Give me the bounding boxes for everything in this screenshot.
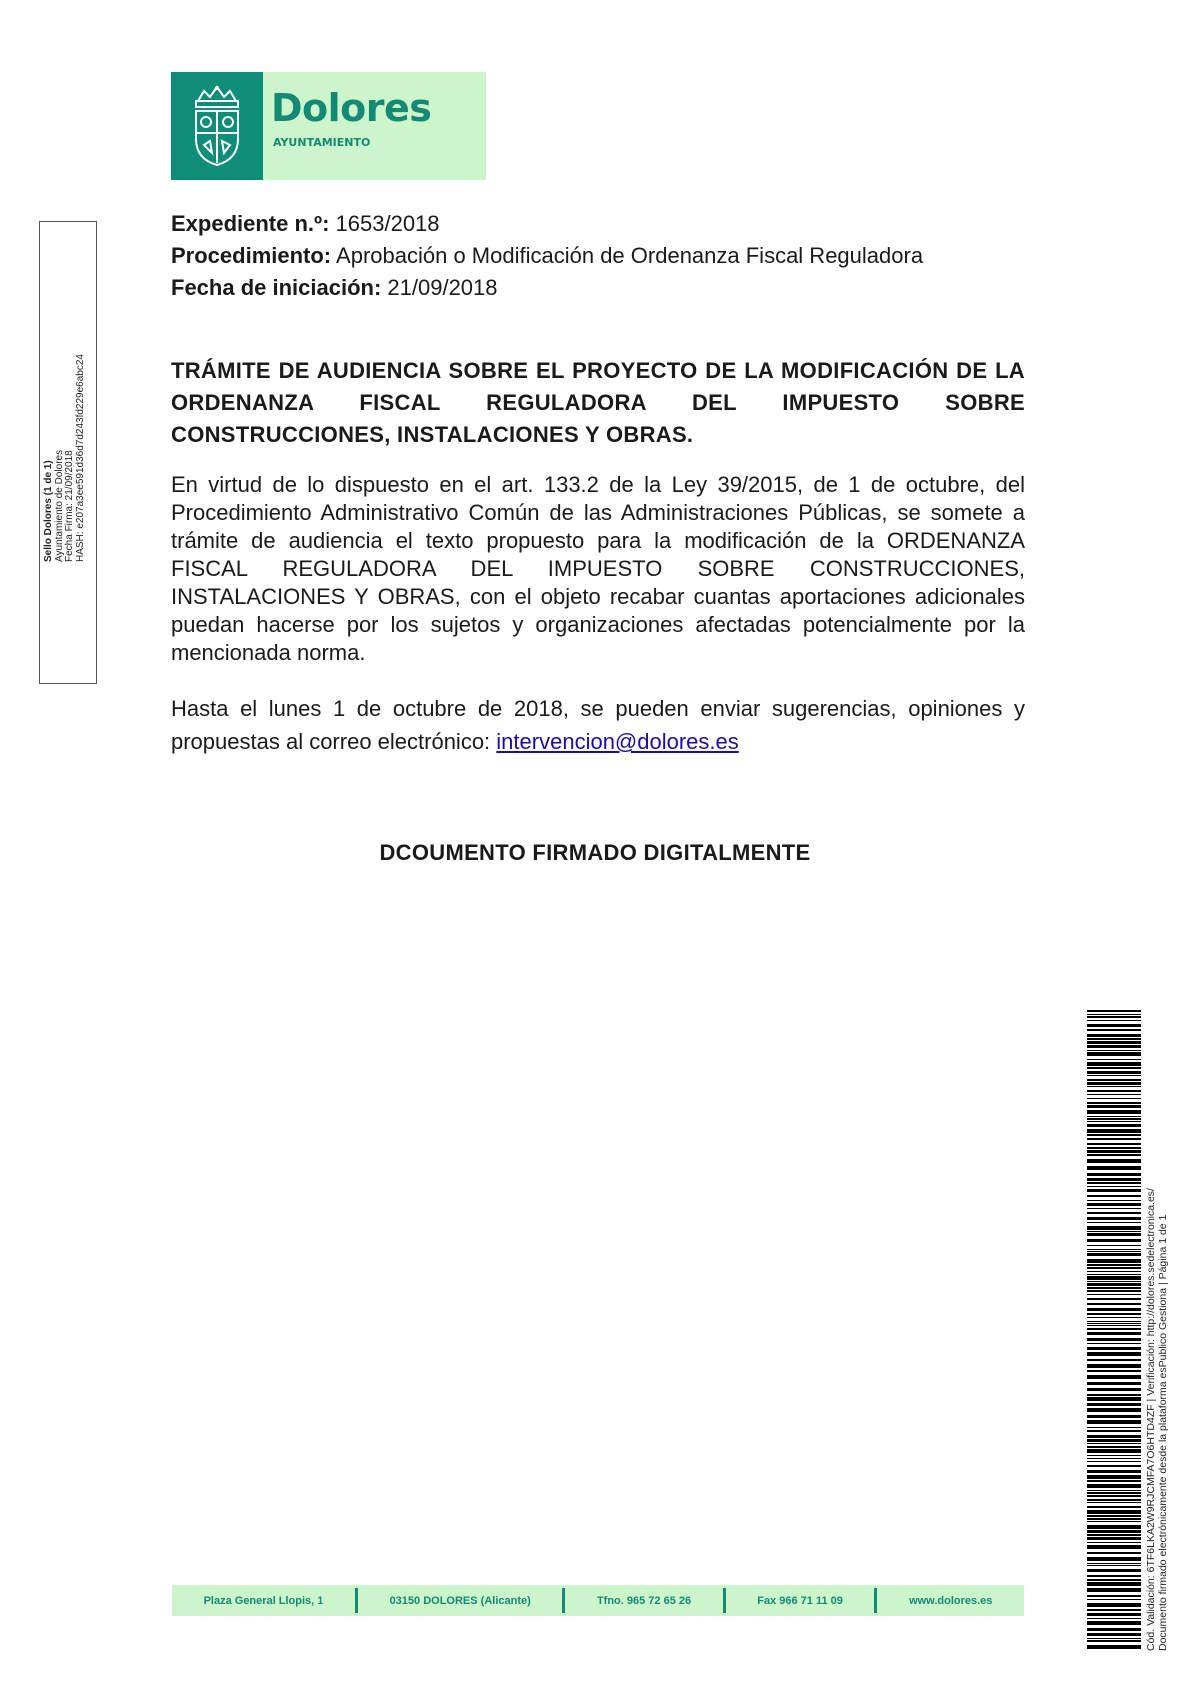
barcode-bar xyxy=(1087,1465,1141,1467)
coat-of-arms-icon xyxy=(171,72,263,180)
footer-address: Plaza General Llopis, 1 xyxy=(203,1594,324,1607)
barcode-bar xyxy=(1087,1200,1141,1201)
stamp-line-1: Ayuntamiento de Dolores xyxy=(53,449,65,562)
barcode-bar xyxy=(1087,1628,1141,1631)
barcode-bar xyxy=(1087,1290,1141,1292)
barcode-bar xyxy=(1087,1253,1141,1256)
expediente-value: 1653/2018 xyxy=(335,211,440,236)
barcode-bar xyxy=(1087,1212,1141,1214)
barcode-bar xyxy=(1087,1525,1141,1529)
validation-line-2: Documento firmado electrónicamente desde la plataforma esPublico Gestiona | Página 1 de 1 xyxy=(1157,1214,1169,1651)
barcode-bar xyxy=(1087,1338,1141,1341)
barcode-bar xyxy=(1087,1086,1141,1087)
barcode-bar xyxy=(1087,1105,1141,1108)
expediente-row xyxy=(171,208,923,240)
barcode-bar xyxy=(1087,1495,1141,1497)
barcode-bar xyxy=(1087,1613,1141,1616)
barcode-bar xyxy=(1087,1609,1141,1611)
barcode-bar xyxy=(1087,1633,1141,1636)
barcode-bar xyxy=(1087,1182,1141,1184)
barcode-bar xyxy=(1087,1067,1141,1069)
expediente-label: Expediente n.º: xyxy=(171,211,330,236)
barcode-bar xyxy=(1087,1328,1141,1330)
barcode-bar xyxy=(1087,1317,1141,1318)
procedimiento-value: Aprobación o Modificación de Ordenanza Fiscal Reguladora xyxy=(336,243,924,268)
barcode-bar xyxy=(1087,1102,1141,1104)
paragraph-2-text: Hasta el lunes 1 de octubre de 2018, se pueden enviar sugerencias, opiniones y propuestas al correo electrónico: xyxy=(171,696,1025,754)
barcode-bar xyxy=(1087,1098,1141,1099)
barcode-bar xyxy=(1087,1542,1141,1543)
barcode-bar xyxy=(1087,1557,1141,1561)
footer-bar xyxy=(172,1585,1024,1616)
barcode-bar xyxy=(1087,1038,1141,1040)
logo-name: Dolores xyxy=(271,86,432,130)
barcode-bar xyxy=(1087,1233,1141,1236)
paragraph-2 xyxy=(171,692,1025,758)
barcode-bar xyxy=(1087,1203,1141,1206)
barcode-bar xyxy=(1087,1010,1141,1012)
barcode-bar xyxy=(1087,1239,1141,1242)
barcode-bar xyxy=(1087,1375,1141,1379)
barcode-bar xyxy=(1087,1343,1141,1344)
barcode-bar xyxy=(1087,1110,1141,1114)
barcode-bar xyxy=(1087,1222,1141,1223)
municipality-logo xyxy=(171,72,486,180)
barcode-bar xyxy=(1087,1575,1141,1577)
barcode-bar xyxy=(1087,1563,1141,1564)
barcode-bar xyxy=(1087,1020,1141,1021)
barcode-bar xyxy=(1087,1446,1141,1448)
barcode-bar xyxy=(1087,1159,1141,1163)
barcode-bar xyxy=(1087,1545,1141,1549)
barcode-bar xyxy=(1087,1640,1141,1642)
barcode-bar xyxy=(1087,1226,1141,1230)
barcode-bar xyxy=(1087,1439,1141,1442)
logo-subtitle: AYUNTAMIENTO xyxy=(273,136,371,149)
barcode-bar xyxy=(1087,1231,1141,1232)
barcode-bar xyxy=(1087,1071,1141,1074)
barcode-bar xyxy=(1087,1313,1141,1315)
fecha-value: 21/09/2018 xyxy=(387,275,498,300)
barcode-bar xyxy=(1087,1430,1141,1432)
barcode-bar xyxy=(1087,1579,1141,1581)
barcode-bar xyxy=(1087,1298,1141,1300)
barcode-bar xyxy=(1087,1059,1141,1060)
barcode-bar xyxy=(1087,1484,1141,1488)
signature-stamp-text xyxy=(44,302,86,562)
barcode-bar xyxy=(1087,1347,1141,1350)
barcode-bar xyxy=(1087,1217,1141,1220)
barcode-bar xyxy=(1087,1245,1141,1246)
barcode-bar xyxy=(1087,1134,1141,1136)
barcode-bar xyxy=(1087,1370,1141,1372)
barcode-bar xyxy=(1087,1435,1141,1438)
barcode-bar xyxy=(1087,1403,1141,1406)
barcode-bar xyxy=(1087,1118,1141,1120)
barcode-bar xyxy=(1087,1208,1141,1209)
barcode-bar xyxy=(1087,1094,1141,1095)
barcode-bar xyxy=(1087,1388,1141,1391)
barcode-bar xyxy=(1087,1259,1141,1263)
barcode-bar xyxy=(1087,1090,1141,1092)
barcode-bar xyxy=(1087,1515,1141,1517)
barcode-bar xyxy=(1087,1510,1141,1514)
footer-fax: Fax 966 71 11 09 xyxy=(757,1594,843,1607)
barcode-bar xyxy=(1087,1588,1141,1592)
barcode-bar xyxy=(1087,1195,1141,1197)
barcode-bar xyxy=(1087,1082,1141,1085)
barcode-bar xyxy=(1087,1382,1141,1385)
barcode-bar xyxy=(1087,1569,1141,1572)
barcode-bar xyxy=(1087,1521,1141,1522)
barcode-bar xyxy=(1087,1016,1141,1018)
barcode-bar xyxy=(1087,1461,1141,1462)
barcode-bar xyxy=(1087,1029,1141,1031)
barcode-bar xyxy=(1087,1075,1141,1076)
barcode-bar xyxy=(1087,1154,1141,1156)
barcode-bar xyxy=(1087,1332,1141,1335)
barcode-bar xyxy=(1087,1052,1141,1056)
barcode-bar xyxy=(1087,1281,1141,1282)
signed-notice: DCOUMENTO FIRMADO DIGITALMENTE xyxy=(379,840,811,865)
barcode-bar xyxy=(1087,1121,1141,1122)
barcode-bar xyxy=(1087,1552,1141,1554)
document-title: TRÁMITE DE AUDIENCIA SOBRE EL PROYECTO DE LA MODIFICACIÓN DE LA ORDENANZA FISCAL REGULADORA DEL IMPUESTO SOBRE CONSTRUCCIONES, INSTALACIONES Y OBRAS. xyxy=(171,358,1025,447)
barcode-bar xyxy=(1087,1024,1141,1027)
barcode-bar xyxy=(1087,1264,1141,1266)
stamp-title: Sello Dolores (1 de 1) xyxy=(43,460,54,562)
barcode-bar xyxy=(1087,1249,1141,1250)
barcode-bar xyxy=(1087,1645,1141,1649)
barcode-bar xyxy=(1087,1506,1141,1508)
barcode-bar xyxy=(1087,1323,1141,1324)
barcode-bar xyxy=(1087,1352,1141,1356)
footer-web: www.dolores.es xyxy=(909,1594,993,1607)
barcode-bar xyxy=(1087,1014,1141,1015)
barcode-bar xyxy=(1087,1427,1141,1428)
barcode-bar xyxy=(1087,1147,1141,1149)
barcode-bar xyxy=(1087,1458,1141,1459)
barcode-bar xyxy=(1087,1173,1141,1176)
barcode-bar xyxy=(1087,1480,1141,1482)
barcode-bar xyxy=(1087,1502,1141,1503)
footer-postal: 03150 DOLORES (Alicante) xyxy=(389,1594,531,1607)
barcode-bar xyxy=(1087,1420,1141,1424)
barcode-bar xyxy=(1087,1189,1141,1192)
barcode-bar xyxy=(1087,1178,1141,1181)
barcode-bar xyxy=(1087,1294,1141,1295)
barcode-bar xyxy=(1087,1449,1141,1453)
barcode-bar xyxy=(1087,1443,1141,1444)
barcode-bar xyxy=(1087,1267,1141,1269)
barcode-bar xyxy=(1087,1325,1141,1326)
barcode-bar xyxy=(1087,1397,1141,1401)
barcode-bar xyxy=(1087,1150,1141,1153)
barcode-bar xyxy=(1087,1359,1141,1361)
fecha-label: Fecha de iniciación: xyxy=(171,275,382,300)
barcode-bar xyxy=(1087,1621,1141,1625)
barcode-bar xyxy=(1087,1492,1141,1494)
barcode-bar xyxy=(1087,1186,1141,1187)
barcode-bar xyxy=(1087,1034,1141,1037)
barcode-bar xyxy=(1087,1116,1141,1117)
stamp-line-3: HASH: e207a3ee591d36d7d243fd229e6abc24 xyxy=(74,354,86,562)
barcode-bar xyxy=(1087,1041,1141,1044)
barcode-bar xyxy=(1087,1143,1141,1145)
barcode-bar xyxy=(1087,1638,1141,1639)
barcode-bar xyxy=(1087,1308,1141,1311)
footer-phone: Tfno. 965 72 65 26 xyxy=(596,1594,692,1607)
barcode-bar xyxy=(1087,1045,1141,1048)
barcode-bar xyxy=(1087,1394,1141,1396)
barcode-bar xyxy=(1087,1138,1141,1140)
paragraph-1: En virtud de lo dispuesto en el art. 133.2 de la Ley 39/2015, de 1 de octubre, del Procedimiento Administrativo Común de las Administraciones Públicas, se somete a trámite de audiencia el texto propuesto para la modificación de la ORDENANZA FISCAL REGULADORA DEL IMPUESTO SOBRE CONSTRUCCIONES, INSTALACIONES Y OBRAS, con el objeto recabar cuantas aportaciones adicionales puedan hacerse por los sujetos y organizaciones afectadas potencialmente por la mencionada norma. xyxy=(171,472,1025,665)
barcode-bar xyxy=(1087,1415,1141,1418)
procedimiento-label: Procedimiento: xyxy=(171,243,332,268)
barcode-bar xyxy=(1087,1062,1141,1066)
barcode-bar xyxy=(1087,1595,1141,1597)
barcode-bar xyxy=(1087,1490,1141,1491)
barcode-bar xyxy=(1087,1518,1141,1520)
fecha-row xyxy=(171,272,923,304)
barcode-bar xyxy=(1087,1303,1141,1305)
barcode-bar xyxy=(1087,1287,1141,1289)
barcode-bar xyxy=(1087,1455,1141,1456)
barcode-bar xyxy=(1087,1321,1141,1322)
validation-line-1: Cód. Validación: 6TF6LKA2W9RJCMFA7O6HTD4ZF | Verificación: http://dolores.sedelectronica.es/ xyxy=(1145,1188,1157,1651)
barcode-bar xyxy=(1087,1537,1141,1540)
barcode-bar xyxy=(1087,1271,1141,1272)
barcode-bar xyxy=(1087,1283,1141,1286)
barcode-bar xyxy=(1087,1251,1141,1252)
barcode-bar xyxy=(1087,1565,1141,1566)
barcode-bar xyxy=(1087,1124,1141,1127)
barcode-bar xyxy=(1087,1364,1141,1368)
validation-text xyxy=(1145,1011,1169,1651)
barcode-bar xyxy=(1087,1530,1141,1533)
barcode-bar xyxy=(1087,1408,1141,1412)
barcode-bar xyxy=(1087,1599,1141,1600)
barcode-bar xyxy=(1087,1603,1141,1607)
procedimiento-row xyxy=(171,240,923,272)
barcode-bar xyxy=(1087,1079,1141,1081)
barcode-bar xyxy=(1087,1129,1141,1133)
barcode-bar xyxy=(1087,1166,1141,1170)
barcode-bar xyxy=(1087,1470,1141,1473)
document-meta xyxy=(171,208,923,304)
barcode-bar xyxy=(1087,1274,1141,1275)
barcode-bar xyxy=(1087,1582,1141,1586)
email-link[interactable]: intervencion@dolores.es xyxy=(496,729,739,754)
barcode-bar xyxy=(1087,1534,1141,1536)
barcode-bar xyxy=(1087,1618,1141,1619)
barcode-bar xyxy=(1087,1050,1141,1051)
barcode-icon xyxy=(1087,1010,1141,1650)
stamp-line-2: Fecha Firma: 21/09/2018 xyxy=(64,450,75,562)
barcode-bar xyxy=(1087,1276,1141,1280)
barcode-bar xyxy=(1087,1499,1141,1501)
barcode-bar xyxy=(1087,1475,1141,1479)
